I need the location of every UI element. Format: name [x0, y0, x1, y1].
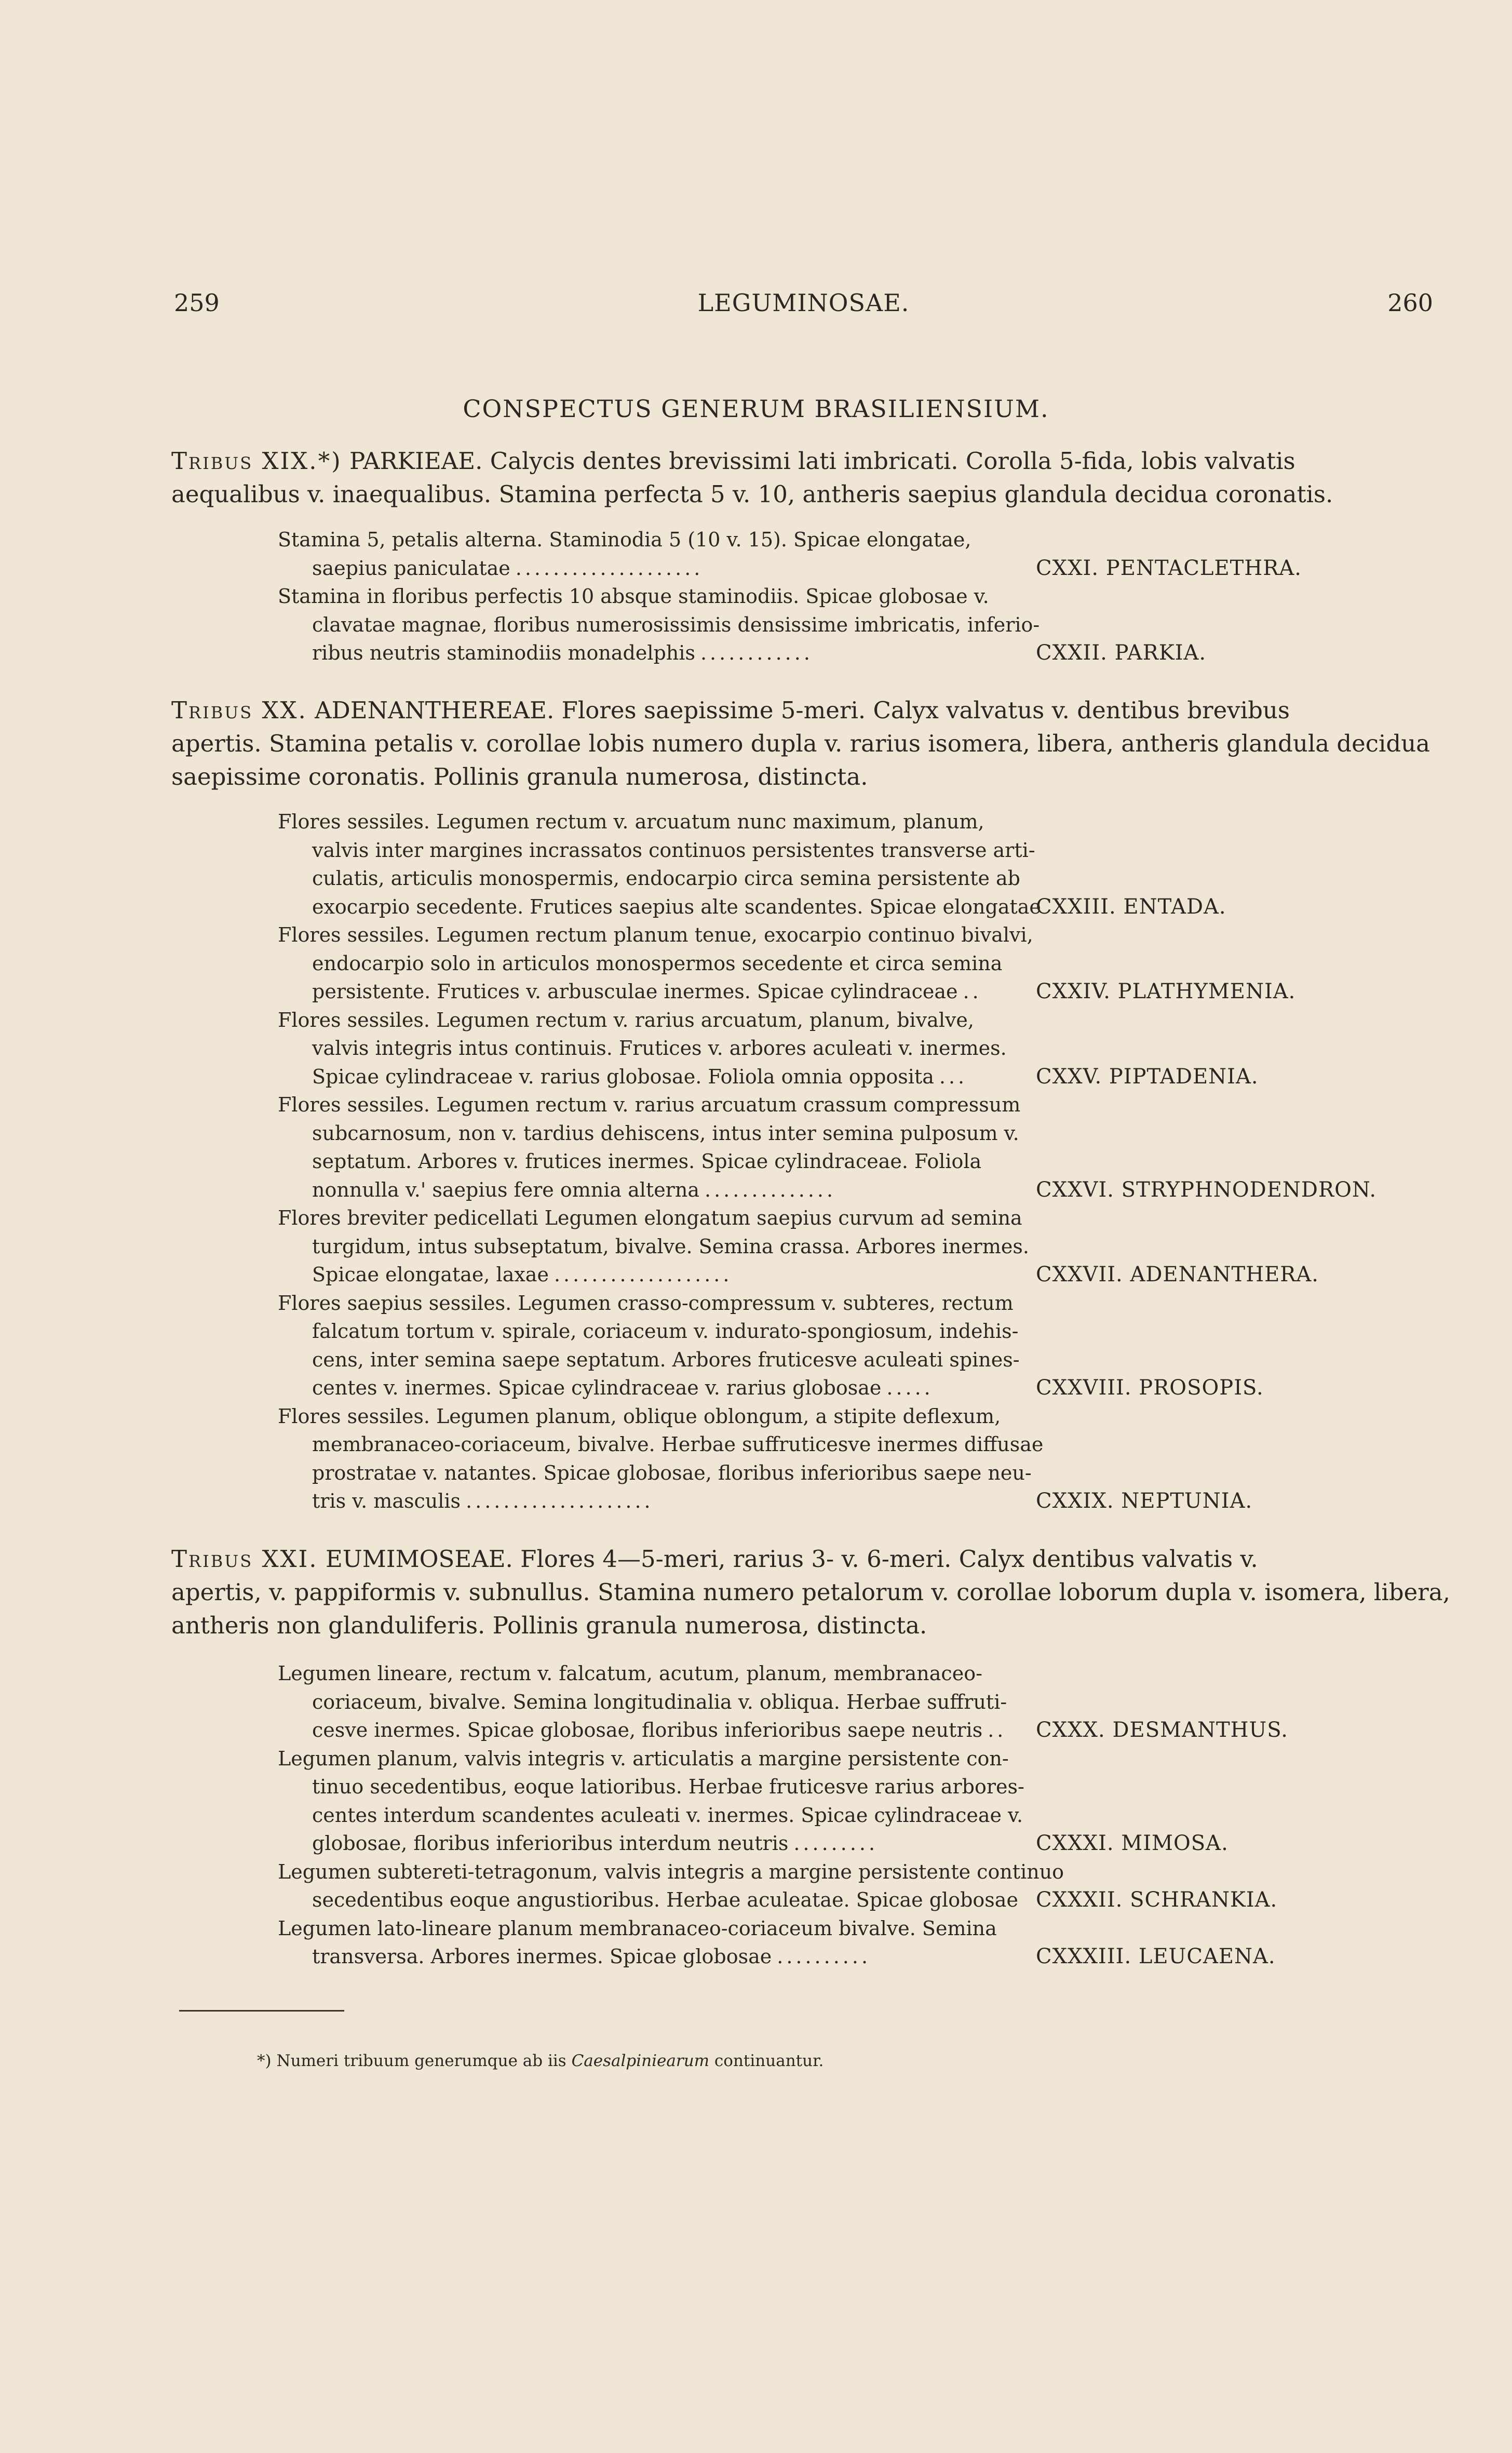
- genus-name: CXXIV. PLATHYMENIA.: [1036, 980, 1296, 1003]
- entry-line: falcatum tortum v. spirale, coriaceum v. indurato-spongiosum, indehis-: [312, 1320, 1019, 1343]
- entry-text: centes v. inermes. Spicae cylindraceae v. rarius globosae: [312, 1376, 882, 1399]
- tribus-19-line-2: aequalibus v. inaequalibus. Stamina perfecta 5 v. 10, antheris saepius glandula decidua coronatis.: [171, 480, 1333, 508]
- genus-entry: [278, 1659, 1430, 1745]
- genus-name: CXXVI. STRYPHNODENDRON.: [1036, 1177, 1377, 1202]
- genus-name: CXXIII. ENTADA.: [1036, 894, 1226, 919]
- tribus-21-entries: [278, 1659, 1430, 1971]
- entry-line: clavatae magnae, floribus numerosissimis densissime imbricatis, inferio-: [312, 613, 1040, 636]
- entry-line: Legumen subtereti-tetragonum, valvis integris a margine persistente continuo: [278, 1860, 1064, 1883]
- entry-line: [278, 1063, 1000, 1091]
- entry-line: [278, 1487, 1000, 1516]
- entry-line: Flores sessiles. Legumen rectum v. rarius arcuatum crassum compressum: [278, 1093, 1021, 1116]
- tribus-19-entries: [278, 526, 1430, 667]
- footnote-tail: continuantur.: [714, 2052, 824, 2070]
- genus-name: CXXII. PARKIA.: [1036, 641, 1207, 665]
- entry-line: Flores sessiles. Legumen planum, oblique oblongum, a stipite deflexum,: [278, 1404, 1001, 1428]
- leader-dots: ..: [988, 1719, 1007, 1741]
- tribus-20-entries: [278, 808, 1430, 1516]
- entry-line: septatum. Arbores v. frutices inermes. Spicae cylindraceae. Foliola: [312, 1150, 982, 1173]
- entry-line: Stamina 5, petalis alterna. Staminodia 5 (10 v. 15). Spicae elongatae,: [278, 528, 971, 551]
- page-number-left: 259: [174, 289, 220, 317]
- genus-entry: [278, 582, 1430, 667]
- entry-text: Spicae elongatae, laxae: [312, 1263, 549, 1286]
- entry-text: nonnulla v.' saepius fere omnia alterna: [312, 1178, 699, 1201]
- entry-line: Stamina in floribus perfectis 10 absque staminodiis. Spicae globosae v.: [278, 585, 989, 608]
- genus-entry: [278, 1914, 1430, 1971]
- leader-dots: ..........: [777, 1945, 871, 1968]
- leader-dots: ............: [700, 641, 813, 664]
- tribus-19-line-1: [171, 445, 1434, 478]
- entry-line: prostratae v. natantes. Spicae globosae, floribus inferioribus saepe neu-: [312, 1461, 1032, 1484]
- tribus-20-line-1: [171, 694, 1434, 727]
- entry-line: [278, 639, 1000, 667]
- entry-line: [278, 1886, 1018, 1914]
- entry-line: culatis, articulis monospermis, endocarpio circa semina persistente ab: [312, 867, 1021, 890]
- genus-entry: [278, 1091, 1430, 1204]
- genus-name: CXXXI. MIMOSA.: [1036, 1831, 1228, 1855]
- entry-line: Legumen lineare, rectum v. falcatum, acutum, planum, membranaceo-: [278, 1662, 982, 1685]
- genus-entry: [278, 1289, 1430, 1402]
- genus-entry: [278, 1006, 1430, 1091]
- leader-dots: ...................: [554, 1263, 733, 1286]
- entry-line: subcarnosum, non v. tardius dehiscens, intus inter semina pulposum v.: [312, 1121, 1019, 1145]
- genus-entry: [278, 526, 1430, 582]
- tribus-19-text-1: PARKIEAE. Calycis dentes brevissimi lati imbricati. Corolla 5-fida, lobis valvatis: [349, 447, 1295, 475]
- leader-dots: ..............: [704, 1178, 836, 1201]
- tribus-20-label: Tribus XX.: [171, 696, 307, 724]
- entry-line: [278, 1829, 1000, 1858]
- entry-line: valvis inter margines incrassatos continuos persistentes transverse arti-: [312, 838, 1035, 862]
- tribus-21-line-3: antheris non glanduliferis. Pollinis granula numerosa, distincta.: [171, 1612, 927, 1639]
- entry-line: [278, 1942, 1000, 1971]
- entry-line: turgidum, intus subseptatum, bivalve. Semina crassa. Arbores inermes.: [312, 1235, 1029, 1258]
- entry-line: Flores sessiles. Legumen rectum planum tenue, exocarpio continuo bivalvi,: [278, 923, 1033, 946]
- tribus-21-line-2: apertis, v. pappiformis v. subnullus. Stamina numero petalorum v. corollae loborum dupla v. isomera, libera,: [171, 1578, 1450, 1606]
- entry-line: [278, 1176, 1000, 1204]
- tribus-20-line-3: saepissime coronatis. Pollinis granula numerosa, distincta.: [171, 763, 868, 790]
- entry-line: [278, 1716, 1007, 1745]
- genus-name: CXXI. PENTACLETHRA.: [1036, 556, 1302, 580]
- footnote-rule: [179, 2010, 344, 2012]
- entry-line: Legumen lato-lineare planum membranaceo-coriaceum bivalve. Semina: [278, 1916, 997, 1940]
- entry-text: saepius paniculatae: [312, 556, 510, 580]
- leader-dots: ....................: [466, 1490, 654, 1512]
- entry-text: globosae, floribus inferioribus interdum neutris: [312, 1832, 789, 1855]
- entry-line: valvis integris intus continuis. Frutices v. arbores aculeati v. inermes.: [312, 1037, 1007, 1060]
- entry-line: Flores sessiles. Legumen rectum v. rarius arcuatum, planum, bivalve,: [278, 1008, 975, 1031]
- entry-line: membranaceo-coriaceum, bivalve. Herbae suffruticesve inermes diffusae: [312, 1433, 1044, 1456]
- leader-dots: .........: [793, 1832, 879, 1855]
- tribus-21-line-1: [171, 1543, 1434, 1576]
- footnote-italic: Caesalpiniearum: [571, 2052, 710, 2070]
- entry-text: tris v. masculis: [312, 1490, 461, 1512]
- running-head: [174, 289, 1433, 320]
- entry-text: transversa. Arbores inermes. Spicae globosae: [312, 1945, 772, 1968]
- entry-text: persistente. Frutices v. arbusculae inermes. Spicae cylindraceae: [312, 980, 958, 1003]
- genus-entry: [278, 921, 1430, 1006]
- tribus-19-label: Tribus XIX.*): [171, 447, 342, 475]
- entry-line: Flores breviter pedicellati Legumen elongatum saepius curvum ad semina: [278, 1207, 1022, 1229]
- tribus-21-description: [171, 1543, 1450, 1642]
- genus-name: CXXVIII. PROSOPIS.: [1036, 1376, 1264, 1400]
- genus-entry: [278, 1745, 1430, 1858]
- entry-line: Legumen planum, valvis integris v. articulatis a margine persistente con-: [278, 1747, 1009, 1770]
- tribus-21-text-1: EUMIMOSEAE. Flores 4—5-meri, rarius 3- v. 6-meri. Calyx dentibus valvatis v.: [325, 1545, 1258, 1573]
- genus-name: CXXXII. SCHRANKIA.: [1036, 1888, 1278, 1912]
- entry-text: exocarpio secedente. Frutices saepius alte scandentes. Spicae elongatae: [312, 895, 1041, 918]
- leader-dots: ....................: [515, 556, 704, 580]
- genus-name: CXXXIII. LEUCAENA.: [1036, 1945, 1276, 1968]
- genus-name: CXXIX. NEPTUNIA.: [1036, 1489, 1253, 1513]
- entry-line: endocarpio solo in articulos monospermos secedente et circa semina: [312, 951, 1003, 975]
- tribus-19-description: [171, 445, 1434, 511]
- genus-name: CXXV. PIPTADENIA.: [1036, 1064, 1259, 1089]
- entry-text: Spicae cylindraceae v. rarius globosae. Foliola omnia opposita: [312, 1065, 934, 1088]
- entry-line: coriaceum, bivalve. Semina longitudinalia v. obliqua. Herbae suffruti-: [312, 1690, 1007, 1713]
- entry-text: ribus neutris staminodiis monadelphis: [312, 641, 695, 664]
- tribus-21-label: Tribus XXI.: [171, 1545, 318, 1573]
- entry-text: cesve inermes. Spicae globosae, floribus inferioribus saepe neutris: [312, 1719, 983, 1741]
- genus-name: CXXVII. ADENANTHERA.: [1036, 1263, 1319, 1286]
- tribus-20-line-2: apertis. Stamina petalis v. corollae lobis numero dupla v. rarius isomera, libera, antheris glandula decidua: [171, 730, 1430, 757]
- genus-entry: [278, 1858, 1430, 1914]
- entry-line: [278, 893, 1041, 921]
- entry-line: [278, 1261, 1000, 1289]
- entry-line: centes interdum scandentes aculeati v. inermes. Spicae cylindraceae v.: [312, 1803, 1023, 1827]
- leader-dots: .....: [886, 1376, 934, 1399]
- entry-line: cens, inter semina saepe septatum. Arbores fruticesve aculeati spines-: [312, 1348, 1020, 1371]
- leader-dots: ..: [963, 980, 982, 1003]
- entry-line: tinuo secedentibus, eoque latioribus. Herbae fruticesve rarius arbores-: [312, 1775, 1024, 1798]
- entry-line: [278, 1374, 1000, 1402]
- entry-line: Flores saepius sessiles. Legumen crasso-compressum v. subteres, rectum: [278, 1291, 1014, 1315]
- tribus-20-description: [171, 694, 1434, 794]
- entry-text: secedentibus eoque angustioribus. Herbae aculeatae. Spicae globosae: [312, 1888, 1018, 1911]
- page-title: CONSPECTUS GENERUM BRASILIENSIUM.: [463, 395, 1049, 423]
- genus-entry: [278, 1402, 1430, 1516]
- genus-entry: [278, 808, 1430, 921]
- tribus-20-text-1: ADENANTHEREAE. Flores saepissime 5-meri. Calyx valvatus v. dentibus brevibus: [315, 696, 1290, 724]
- footnote: [257, 2052, 824, 2070]
- footnote-text: *) Numeri tribuum generumque ab iis: [257, 2052, 566, 2070]
- page-number-right: 260: [1387, 289, 1433, 317]
- leader-dots: ...: [939, 1065, 968, 1088]
- running-title: LEGUMINOSAE.: [697, 289, 910, 317]
- entry-line: [278, 554, 1000, 583]
- entry-line: [278, 977, 1000, 1006]
- genus-entry: [278, 1204, 1430, 1289]
- genus-name: CXXX. DESMANTHUS.: [1036, 1718, 1288, 1742]
- entry-line: Flores sessiles. Legumen rectum v. arcuatum nunc maximum, planum,: [278, 810, 984, 833]
